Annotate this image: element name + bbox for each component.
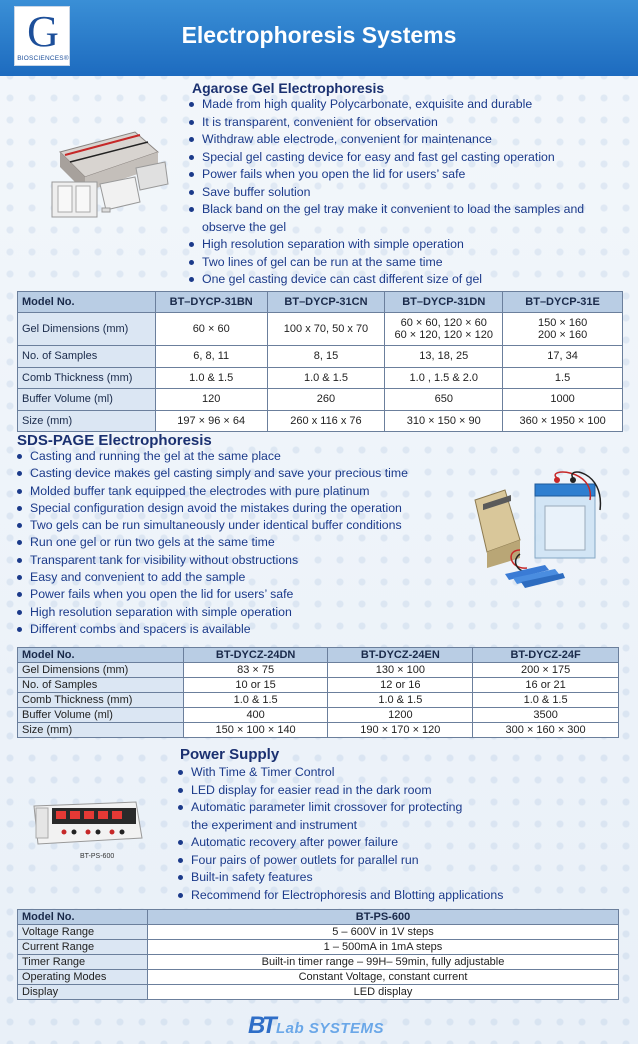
table-header-row	[18, 910, 619, 925]
table-header-cell: Model No.	[18, 648, 184, 663]
list-item: Recommend for Electrophoresis and Blotting applications	[177, 887, 617, 905]
table-cell: 1 – 500mA in 1mA steps	[148, 940, 619, 955]
table-row	[18, 985, 619, 1000]
header-banner	[0, 0, 638, 76]
row-label: Comb Thickness (mm)	[18, 367, 156, 389]
table-header-cell: BT–DYCP-31DN	[385, 292, 503, 313]
table-row	[18, 663, 619, 678]
row-label: Gel Dimensions (mm)	[18, 313, 156, 346]
table-cell: 17, 34	[503, 346, 623, 368]
table-cell: 1000	[503, 389, 623, 411]
table-cell: 5 – 600V in 1V steps	[148, 925, 619, 940]
table-cell: 3500	[473, 708, 619, 723]
table-header-cell: BT-PS-600	[148, 910, 619, 925]
table-cell: 300 × 160 × 300	[473, 723, 619, 738]
btlab-systems-logo	[248, 1012, 408, 1038]
table-header-cell: BT–DYCP-31CN	[267, 292, 385, 313]
table-cell: Constant Voltage, constant current	[148, 970, 619, 985]
list-item: Transparent tank for visibility without obstructions	[16, 552, 466, 569]
table-cell: 197 × 96 × 64	[155, 410, 267, 432]
cell-line: 150 × 160	[537, 317, 588, 329]
list-item: Power fails when you open the lid for users’ safe	[16, 586, 466, 603]
table-header-cell: BT-DYCZ-24EN	[328, 648, 473, 663]
table-cell: 1.5	[503, 367, 623, 389]
list-item: Save buffer solution	[188, 184, 628, 202]
row-label: Timer Range	[18, 955, 148, 970]
power-supply-caption: BT-PS-600	[80, 853, 115, 860]
table-row	[18, 925, 619, 940]
list-item: Automatic recovery after power failure	[177, 834, 617, 852]
table-cell	[503, 313, 623, 346]
row-label: Current Range	[18, 940, 148, 955]
power-spec-table	[17, 909, 619, 1000]
logo-text: BIOSCIENCES®	[17, 55, 69, 62]
table-cell: 1.0 & 1.5	[473, 693, 619, 708]
table-cell: 12 or 16	[328, 678, 473, 693]
row-label: No. of Samples	[18, 678, 184, 693]
agarose-title: Agarose Gel Electrophoresis	[192, 80, 385, 96]
table-row	[18, 346, 623, 368]
cell-line: 60 × 120, 120 × 120	[394, 329, 493, 341]
page-title: Electrophoresis Systems	[181, 22, 457, 48]
row-label: Comb Thickness (mm)	[18, 693, 184, 708]
row-label: Operating Modes	[18, 970, 148, 985]
table-row	[18, 708, 619, 723]
list-item: Casting device makes gel casting simply and save your precious time	[16, 465, 466, 482]
footer-logo-text: Lab SYSTEMS	[276, 1020, 385, 1037]
table-cell: 13, 18, 25	[385, 346, 503, 368]
table-cell: 190 × 170 × 120	[328, 723, 473, 738]
table-header-cell: Model No.	[18, 910, 148, 925]
table-row	[18, 970, 619, 985]
table-row	[18, 940, 619, 955]
list-item: Easy and convenient to add the sample	[16, 569, 466, 586]
table-row	[18, 389, 623, 411]
list-item: Special configuration design avoid the mistakes during the operation	[16, 500, 466, 517]
table-cell: 1.0 & 1.5	[267, 367, 385, 389]
sds-feature-list	[16, 448, 466, 638]
table-cell: 400	[183, 708, 328, 723]
sds-title: SDS-PAGE Electrophoresis	[17, 432, 212, 449]
row-label: Voltage Range	[18, 925, 148, 940]
list-item: Built-in safety features	[177, 869, 617, 887]
list-item: With Time & Timer Control	[177, 764, 617, 782]
logo-letter: G	[27, 7, 59, 56]
power-feature-list	[177, 764, 617, 904]
sds-spec-table	[17, 647, 619, 738]
table-cell: 260	[267, 389, 385, 411]
row-label: Gel Dimensions (mm)	[18, 663, 184, 678]
list-item: Power fails when you open the lid for users’ safe	[188, 166, 628, 184]
list-item: Special gel casting device for easy and fast gel casting operation	[188, 149, 628, 167]
agarose-apparatus-image	[40, 122, 180, 222]
table-row	[18, 313, 623, 346]
power-title: Power Supply	[180, 746, 280, 763]
table-header-cell: BT–DYCP-31BN	[155, 292, 267, 313]
list-item: Withdraw able electrode, convenient for maintenance	[188, 131, 628, 149]
table-row	[18, 693, 619, 708]
list-item: Casting and running the gel at the same place	[16, 448, 466, 465]
table-row	[18, 723, 619, 738]
table-cell: 83 × 75	[183, 663, 328, 678]
table-cell: 120	[155, 389, 267, 411]
list-item: Different combs and spacers is available	[16, 621, 466, 638]
list-item: One gel casting device can cast different size of gel	[188, 271, 628, 289]
footer-logo-b: B	[248, 1012, 266, 1039]
cell-line: 60 × 60, 120 × 60	[400, 317, 487, 329]
table-cell: Built-in timer range – 99H– 59min, fully adjustable	[148, 955, 619, 970]
table-row	[18, 410, 623, 432]
table-row	[18, 955, 619, 970]
list-item: High resolution separation with simple operation	[188, 236, 628, 254]
row-label: Size (mm)	[18, 410, 156, 432]
table-cell: LED display	[148, 985, 619, 1000]
table-header-row	[18, 292, 623, 313]
list-item: Run one gel or run two gels at the same time	[16, 534, 466, 551]
table-cell: 8, 15	[267, 346, 385, 368]
table-header-cell: BT-DYCZ-24DN	[183, 648, 328, 663]
table-cell: 1.0 & 1.5	[328, 693, 473, 708]
table-cell: 1.0 & 1.5	[155, 367, 267, 389]
sds-page-apparatus-image	[465, 470, 615, 590]
table-cell: 130 × 100	[328, 663, 473, 678]
table-cell: 6, 8, 11	[155, 346, 267, 368]
table-cell: 1.0 & 1.5	[183, 693, 328, 708]
list-item: Made from high quality Polycarbonate, exquisite and durable	[188, 96, 628, 114]
table-cell: 260 x 116 x 76	[267, 410, 385, 432]
table-cell: 100 x 70, 50 x 70	[267, 313, 385, 346]
table-row	[18, 678, 619, 693]
table-cell: 10 or 15	[183, 678, 328, 693]
list-item: Automatic parameter limit crossover for protecting the experiment and instrument	[177, 799, 477, 834]
list-item: High resolution separation with simple operation	[16, 604, 466, 621]
table-cell: 1200	[328, 708, 473, 723]
footer-logo-t: T	[262, 1012, 277, 1039]
table-cell: 650	[385, 389, 503, 411]
row-label: Buffer Volume (ml)	[18, 389, 156, 411]
list-item: Two lines of gel can be run at the same time	[188, 254, 628, 272]
list-item: Black band on the gel tray make it convenient to load the samples and observe the gel	[188, 201, 628, 236]
row-label: Display	[18, 985, 148, 1000]
table-cell	[385, 313, 503, 346]
list-item: It is transparent, convenient for observation	[188, 114, 628, 132]
table-cell: 150 × 100 × 140	[183, 723, 328, 738]
list-item: Molded buffer tank equipped the electrodes with pure platinum	[16, 483, 466, 500]
agarose-feature-list	[188, 96, 628, 289]
table-cell: 60 × 60	[155, 313, 267, 346]
list-item: Four pairs of power outlets for parallel run	[177, 852, 617, 870]
table-header-cell: BT-DYCZ-24F	[473, 648, 619, 663]
table-header-cell: BT–DYCP-31E	[503, 292, 623, 313]
list-item: Two gels can be run simultaneously under identical buffer conditions	[16, 517, 466, 534]
power-supply-image	[28, 800, 148, 850]
table-header-row	[18, 648, 619, 663]
row-label: Size (mm)	[18, 723, 184, 738]
table-row	[18, 367, 623, 389]
cell-line: 200 × 160	[537, 329, 588, 341]
table-cell: 310 × 150 × 90	[385, 410, 503, 432]
list-item: LED display for easier read in the dark room	[177, 782, 617, 800]
table-cell: 16 or 21	[473, 678, 619, 693]
table-header-cell: Model No.	[18, 292, 156, 313]
row-label: No. of Samples	[18, 346, 156, 368]
row-label: Buffer Volume (ml)	[18, 708, 184, 723]
agarose-spec-table	[17, 291, 623, 432]
table-cell: 200 × 175	[473, 663, 619, 678]
table-cell: 1.0 , 1.5 & 2.0	[385, 367, 503, 389]
table-cell: 360 × 1950 × 100	[503, 410, 623, 432]
